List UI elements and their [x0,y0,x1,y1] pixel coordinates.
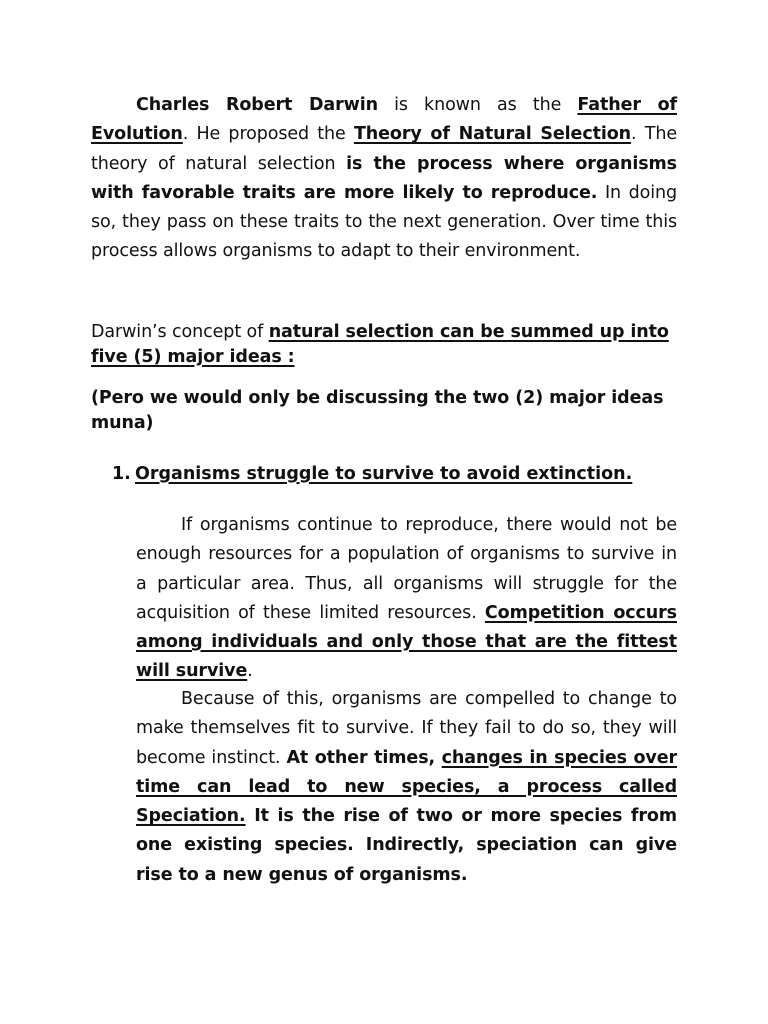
speciation-text: Because of this, organisms are compelled to change to make themselves fit to survive. If they fail to do so, they will become instinct. [136,689,677,768]
list-item-1 [112,462,682,487]
concept-text: Darwin’s concept of [91,322,269,342]
intro-text-2: . He proposed the [182,124,354,145]
list-heading: Organisms struggle to survive to avoid extinction. [135,464,633,484]
intro-text-3: . The theory of natural selection [91,124,677,174]
other-times: At other times, [286,747,442,768]
speciation-definition: changes in species over time can lead to new species, a process called Speciation. [136,747,678,827]
intro-text-1: is known as the [377,95,578,115]
concept-paragraph [91,320,677,370]
father-of-evolution: Father of Evolution [91,95,678,145]
list-number: 1. [112,464,131,484]
note-paragraph [91,386,677,436]
darwin-name: Charles Robert Darwin [136,95,378,115]
speciation-explanation: It is the rise of two or more species from one existing species. Indirectly, speciation can give rise to a new genus of organisms. [136,806,677,885]
intro-text-4: In doing so, they pass on these traits to the next generation. Over time this process allows organisms to adapt to their environment. [91,182,677,262]
discussion-note: (Pero we would only be discussing the two (2) major ideas muna) [91,388,664,433]
five-major-ideas: natural selection can be summed up into five (5) major ideas : [91,322,669,367]
selection-definition: is the process where organisms with favorable traits are more likely to reproduce. [91,153,677,203]
struggle-text: If organisms continue to reproduce, there would not be enough resources for a population of organisms to survive in a particular area. Thus, all organisms will struggle for the acquisition of these limited resources. [136,515,677,623]
struggle-paragraph [136,511,677,687]
intro-paragraph [91,91,677,267]
speciation-paragraph [136,685,677,890]
struggle-period: . [247,661,253,682]
competition-statement: Competition occurs among individuals and only those that are the fittest will survive [136,602,677,682]
theory-of-natural-selection: Theory of Natural Selection [353,124,632,145]
